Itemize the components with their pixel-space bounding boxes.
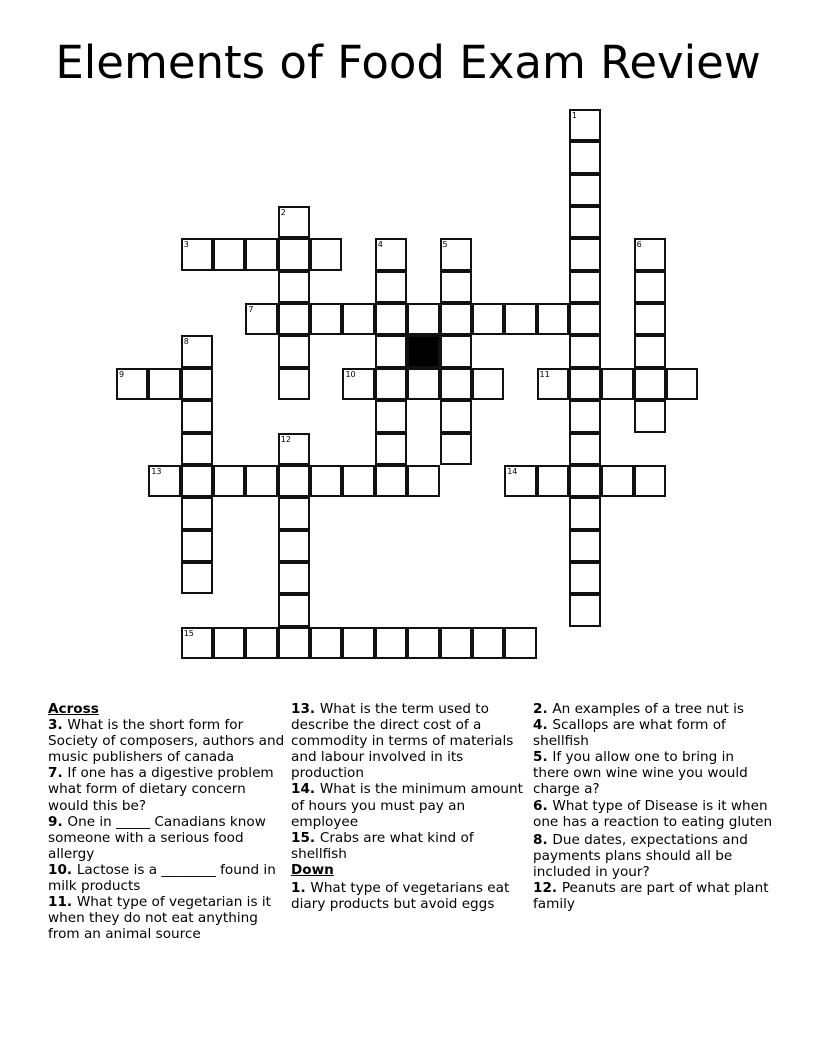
clue-number-label: 6 xyxy=(636,240,642,250)
clues-column-1 xyxy=(48,701,288,942)
crossword-cell[interactable] xyxy=(569,141,601,173)
crossword-cell[interactable] xyxy=(472,368,504,400)
crossword-cell[interactable] xyxy=(504,303,536,335)
crossword-cell[interactable] xyxy=(569,465,601,497)
crossword-cell[interactable] xyxy=(213,465,245,497)
crossword-cell[interactable] xyxy=(375,238,407,270)
crossword-cell[interactable] xyxy=(181,433,213,465)
clue-number-label: 4 xyxy=(377,240,383,250)
down-heading: Down xyxy=(291,861,334,878)
crossword-cell[interactable] xyxy=(440,627,472,659)
crossword-cell[interactable] xyxy=(181,368,213,400)
clue-down-5: 5. If you allow one to bring in there own wine wine you would charge a? xyxy=(533,749,748,798)
crossword-cell[interactable] xyxy=(666,368,698,400)
crossword-cell[interactable] xyxy=(278,627,310,659)
crossword-cell[interactable] xyxy=(375,271,407,303)
crossword-cell[interactable] xyxy=(181,627,213,659)
crossword-cell[interactable] xyxy=(278,465,310,497)
clue-down-2: 2. An examples of a tree nut is xyxy=(533,701,745,717)
crossword-cell[interactable] xyxy=(278,562,310,594)
clue-number-label: 12 xyxy=(280,434,291,444)
crossword-cell[interactable] xyxy=(148,368,180,400)
crossword-cell[interactable] xyxy=(440,368,472,400)
crossword-cell[interactable] xyxy=(601,465,633,497)
crossword-cell[interactable] xyxy=(375,335,407,367)
crossword-cell[interactable] xyxy=(634,368,666,400)
crossword-cell[interactable] xyxy=(569,594,601,626)
clues-column-3 xyxy=(533,701,773,912)
crossword-cell[interactable] xyxy=(181,400,213,432)
crossword-cell[interactable] xyxy=(278,594,310,626)
crossword-cell[interactable] xyxy=(375,627,407,659)
clue-across-7: 7. If one has a digestive problem what form of dietary concern would this be? xyxy=(48,765,274,814)
clue-across-15: 15. Crabs are what kind of shellfish xyxy=(291,829,474,862)
crossword-cell[interactable] xyxy=(245,465,277,497)
crossword-cell[interactable] xyxy=(375,400,407,432)
crossword-cell[interactable] xyxy=(634,400,666,432)
clue-down-1: 1. What type of vegetarians eat diary products but avoid eggs xyxy=(291,880,510,913)
clue-across-13: 13. What is the term used to describe the direct cost of a commodity in terms of materials and labour involved in its production xyxy=(291,701,514,782)
crossword-cell[interactable] xyxy=(569,400,601,432)
crossword-cell[interactable] xyxy=(181,465,213,497)
crossword-cell[interactable] xyxy=(569,303,601,335)
crossword-cell[interactable] xyxy=(181,238,213,270)
crossword-cell[interactable] xyxy=(342,368,374,400)
crossword-cell[interactable] xyxy=(181,335,213,367)
crossword-cell[interactable] xyxy=(537,303,569,335)
crossword-cell[interactable] xyxy=(504,465,536,497)
clue-number-label: 5 xyxy=(442,240,448,250)
crossword-cell[interactable] xyxy=(310,627,342,659)
crossword-cell[interactable] xyxy=(148,465,180,497)
crossword-cell[interactable] xyxy=(569,174,601,206)
crossword-cell[interactable] xyxy=(569,271,601,303)
crossword-cell[interactable] xyxy=(440,335,472,367)
crossword-cell[interactable] xyxy=(245,238,277,270)
crossword-cell[interactable] xyxy=(375,368,407,400)
crossword-cell[interactable] xyxy=(407,303,439,335)
crossword-cell[interactable] xyxy=(504,627,536,659)
black-cell xyxy=(407,335,439,367)
crossword-cell[interactable] xyxy=(440,400,472,432)
crossword-cell[interactable] xyxy=(537,368,569,400)
crossword-cell[interactable] xyxy=(278,530,310,562)
clue-number-label: 11 xyxy=(539,369,550,379)
crossword-cell[interactable] xyxy=(181,562,213,594)
clue-number-label: 2 xyxy=(280,208,286,218)
crossword-cell[interactable] xyxy=(569,335,601,367)
clues-column-2 xyxy=(291,701,531,912)
crossword-cell[interactable] xyxy=(407,465,439,497)
crossword-cell[interactable] xyxy=(472,627,504,659)
clue-across-3: 3. What is the short form for Society of composers, authors and music publishers of canada xyxy=(48,717,285,766)
clue-down-6: 6. What type of Disease is it when one has a reaction to eating gluten xyxy=(533,797,773,830)
crossword-cell[interactable] xyxy=(569,109,601,141)
clue-number-label: 15 xyxy=(183,628,194,638)
crossword-cell[interactable] xyxy=(278,303,310,335)
crossword-cell[interactable] xyxy=(278,433,310,465)
crossword-cell[interactable] xyxy=(569,562,601,594)
crossword-cell[interactable] xyxy=(181,530,213,562)
crossword-cell[interactable] xyxy=(245,627,277,659)
crossword-cell[interactable] xyxy=(310,303,342,335)
crossword-cell[interactable] xyxy=(634,303,666,335)
crossword-cell[interactable] xyxy=(278,368,310,400)
crossword-cell[interactable] xyxy=(278,335,310,367)
crossword-cell[interactable] xyxy=(375,303,407,335)
clue-number-label: 9 xyxy=(119,369,125,379)
across-heading: Across xyxy=(48,701,99,717)
crossword-cell[interactable] xyxy=(407,627,439,659)
crossword-cell[interactable] xyxy=(278,238,310,270)
clue-across-14: 14. What is the minimum amount of hours you must pay an employee xyxy=(291,781,523,830)
crossword-cell[interactable] xyxy=(440,271,472,303)
crossword-cell[interactable] xyxy=(310,238,342,270)
clue-number-label: 10 xyxy=(345,369,356,379)
clue-number-label: 1 xyxy=(571,111,577,120)
crossword-cell[interactable] xyxy=(213,627,245,659)
clue-across-10: 10. Lactose is a ________ found in milk products xyxy=(48,861,276,895)
crossword-cell[interactable] xyxy=(181,497,213,529)
crossword-cell[interactable] xyxy=(407,368,439,400)
clue-number-label: 8 xyxy=(183,337,189,347)
crossword-cell[interactable] xyxy=(278,206,310,238)
crossword-cell[interactable] xyxy=(440,303,472,335)
clue-across-11: 11. What type of vegetarian is it when they do not eat anything from an animal source xyxy=(48,894,271,943)
crossword-cell[interactable] xyxy=(601,368,633,400)
crossword-cell[interactable] xyxy=(213,238,245,270)
crossword-cell[interactable] xyxy=(569,206,601,238)
clue-across-9: 9. One in _____ Canadians know someone with a serious food allergy xyxy=(48,813,266,862)
crossword-cell[interactable] xyxy=(634,238,666,270)
clue-number-label: 7 xyxy=(248,305,254,315)
clue-down-12: 12. Peanuts are part of what plant family xyxy=(533,880,769,913)
clue-number-label: 3 xyxy=(183,240,189,250)
crossword-cell[interactable] xyxy=(569,368,601,400)
crossword-cell[interactable] xyxy=(375,433,407,465)
crossword-cell[interactable] xyxy=(569,238,601,270)
page-title: Elements of Food Exam Review xyxy=(55,36,761,89)
crossword-cell[interactable] xyxy=(537,465,569,497)
crossword-cell[interactable] xyxy=(342,303,374,335)
crossword-cell[interactable] xyxy=(569,530,601,562)
crossword-cell[interactable] xyxy=(278,271,310,303)
crossword-cell[interactable] xyxy=(375,465,407,497)
crossword-cell[interactable] xyxy=(342,627,374,659)
crossword-cell[interactable] xyxy=(440,238,472,270)
crossword-cell[interactable] xyxy=(116,368,148,400)
crossword-cell[interactable] xyxy=(342,465,374,497)
crossword-cell[interactable] xyxy=(310,465,342,497)
clue-number-label: 14 xyxy=(507,466,518,476)
crossword-cell[interactable] xyxy=(278,497,310,529)
crossword-cell[interactable] xyxy=(440,433,472,465)
crossword-cell[interactable] xyxy=(634,271,666,303)
crossword-cell[interactable] xyxy=(634,465,666,497)
clue-down-4: 4. Scallops are what form of shellfish xyxy=(533,717,726,750)
crossword-cell[interactable] xyxy=(569,497,601,529)
crossword-cell[interactable] xyxy=(634,335,666,367)
crossword-cell[interactable] xyxy=(472,303,504,335)
clue-number-label: 13 xyxy=(151,466,162,476)
crossword-cell[interactable] xyxy=(569,433,601,465)
crossword-cell[interactable] xyxy=(245,303,277,335)
clue-down-8: 8. Due dates, expectations and payments plans should all be included in your? xyxy=(533,831,748,880)
